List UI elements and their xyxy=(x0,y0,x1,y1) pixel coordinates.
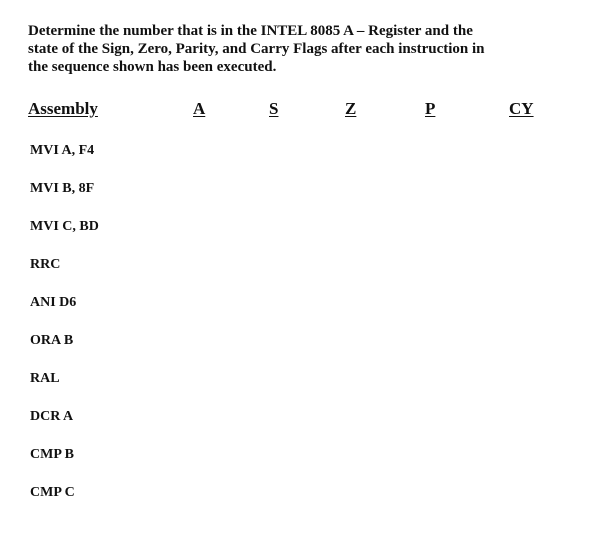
instruction-row: MVI C, BD xyxy=(30,219,99,234)
header-a-register: A xyxy=(193,99,206,118)
instruction-row: ANI D6 xyxy=(30,295,77,310)
instruction-row: DCR A xyxy=(30,409,74,424)
header-carry-flag: CY xyxy=(509,99,534,118)
header-zero-flag: Z xyxy=(345,99,357,118)
header-parity-flag: P xyxy=(425,99,436,118)
instruction-row: MVI A, F4 xyxy=(30,143,95,158)
header-sign-flag: S xyxy=(269,99,279,118)
prompt-line-2: state of the Sign, Zero, Parity, and Carry Flags after each instruction in xyxy=(28,41,485,57)
prompt-line-1: Determine the number that is in the INTEL 8085 A – Register and the xyxy=(28,23,473,39)
instruction-row: RRC xyxy=(30,257,61,272)
instruction-row: RAL xyxy=(30,371,60,386)
prompt-line-3: the sequence shown has been executed. xyxy=(28,59,277,75)
table-header-row xyxy=(0,99,606,121)
instruction-row: CMP C xyxy=(30,485,75,500)
question-prompt xyxy=(28,22,588,76)
instruction-row: CMP B xyxy=(30,447,74,462)
instruction-row: ORA B xyxy=(30,333,74,348)
header-assembly: Assembly xyxy=(28,99,98,118)
instruction-list xyxy=(30,142,99,522)
instruction-row: MVI B, 8F xyxy=(30,181,95,196)
